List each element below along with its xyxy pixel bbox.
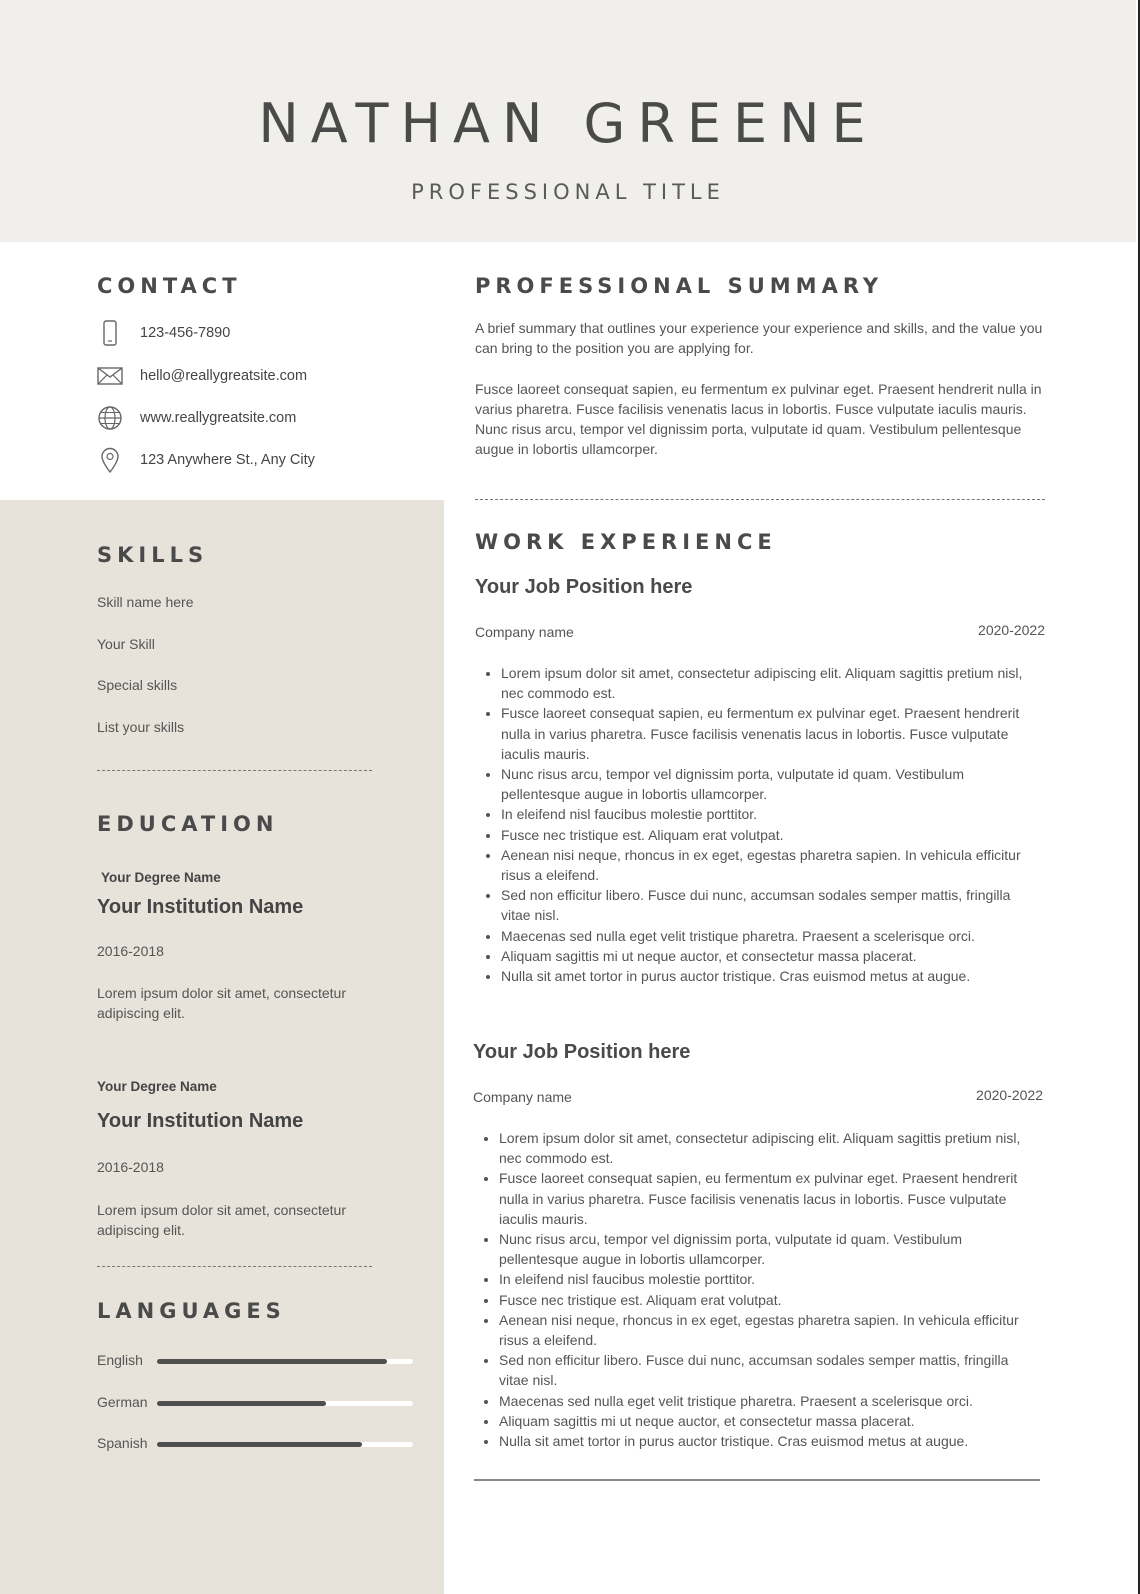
institution-name: Your Institution Name — [97, 896, 304, 918]
skill-item: Special skills — [97, 677, 178, 693]
job-bullet: • Maecenas sed nulla eget velit tristique pharetra. Praesent a scelerisque orci. — [499, 1391, 1039, 1411]
contact-heading: CONTACT — [97, 274, 242, 298]
languages-heading: LANGUAGES — [97, 1299, 286, 1323]
skill-item: Skill name here — [97, 594, 194, 610]
language-level-bar — [157, 1401, 413, 1406]
job-bullet: • Aenean nisi neque, rhoncus in ex eget, egestas pharetra sapien. In vehicula efficitur risus a eleifend. — [501, 845, 1041, 885]
job-bullet: • Fusce laoreet consequat sapien, eu fermentum ex pulvinar eget. Praesent hendrerit nulla in varius pharetra. Fusce facilisis venenatis lacus in lobortis. Fusce vulputate iaculis mauris. — [499, 1168, 1039, 1229]
job-bullet: • Aliquam sagittis mi ut neque auctor, et consectetur massa placerat. — [501, 946, 1041, 966]
skill-item: Your Skill — [97, 636, 155, 652]
job-bullet: • Aliquam sagittis mi ut neque auctor, et consectetur massa placerat. — [499, 1411, 1039, 1431]
education-years: 2016-2018 — [97, 1159, 164, 1175]
candidate-name: NATHAN GREENE — [258, 92, 878, 155]
professional-title: PROFESSIONAL TITLE — [411, 180, 725, 204]
contact-address — [97, 447, 315, 473]
education-divider — [97, 1266, 372, 1267]
degree-name: Your Degree Name — [97, 1079, 217, 1094]
company-name: Company name — [475, 624, 574, 640]
degree-name: Your Degree Name — [101, 870, 221, 885]
job-bullets — [473, 1128, 1039, 1451]
language-name: German — [97, 1394, 148, 1410]
contact-email — [97, 363, 307, 389]
summary-divider — [475, 499, 1045, 500]
contact-website — [97, 405, 296, 431]
location-pin-icon — [97, 447, 123, 473]
globe-icon — [97, 405, 123, 431]
job-dates: 2020-2022 — [976, 1087, 1043, 1103]
sidebar-panel — [0, 500, 444, 1594]
job-bullet: • Lorem ipsum dolor sit amet, consectetur adipiscing elit. Aliquam sagittis pretium nisl, nec commodo est. — [501, 663, 1041, 703]
language-level-fill — [157, 1359, 387, 1364]
language-name: Spanish — [97, 1435, 148, 1451]
job-bullet: • Maecenas sed nulla eget velit tristique pharetra. Praesent a scelerisque orci. — [501, 926, 1041, 946]
job-bullet: • Nulla sit amet tortor in purus auctor tristique. Cras euismod metus at augue. — [501, 966, 1041, 986]
address-text: 123 Anywhere St., Any City — [140, 452, 315, 468]
institution-name: Your Institution Name — [97, 1110, 304, 1132]
education-description: Lorem ipsum dolor sit amet, consectetur adipiscing elit. — [97, 985, 346, 1021]
job-bullet: • In eleifend nisl faucibus molestie porttitor. — [499, 1269, 1039, 1289]
bottom-divider — [474, 1479, 1040, 1481]
education-years: 2016-2018 — [97, 943, 164, 959]
company-name: Company name — [473, 1089, 572, 1105]
job-position: Your Job Position here — [473, 1041, 691, 1063]
phone-icon — [97, 320, 123, 346]
language-level-bar — [157, 1442, 413, 1447]
job-bullet: • Nunc risus arcu, tempor vel dignissim porta, vulputate id quam. Vestibulum pellentesque augue in lobortis ullamcorper. — [501, 764, 1041, 804]
summary-paragraph: A brief summary that outlines your experience your experience and skills, and the value you can bring to the position you are applying for. — [475, 320, 1043, 356]
skills-divider — [97, 770, 372, 771]
job-bullet: • Fusce nec tristique est. Aliquam erat volutpat. — [499, 1290, 1039, 1310]
education-description: Lorem ipsum dolor sit amet, consectetur adipiscing elit. — [97, 1202, 346, 1238]
skill-item: List your skills — [97, 719, 185, 735]
job-bullet: • Nunc risus arcu, tempor vel dignissim porta, vulputate id quam. Vestibulum pellentesque augue in lobortis ullamcorper. — [499, 1229, 1039, 1269]
contact-phone — [97, 320, 230, 346]
language-level-fill — [157, 1442, 362, 1447]
work-heading: WORK EXPERIENCE — [475, 530, 777, 554]
language-name: English — [97, 1352, 143, 1368]
job-bullet: • Aenean nisi neque, rhoncus in ex eget, egestas pharetra sapien. In vehicula efficitur risus a eleifend. — [499, 1310, 1039, 1350]
phone-text: 123-456-7890 — [140, 325, 231, 341]
job-dates: 2020-2022 — [978, 622, 1045, 638]
job-bullet: • Sed non efficitur libero. Fusce dui nunc, accumsan sodales semper mattis, fringilla vitae nisl. — [501, 885, 1041, 925]
job-bullets — [475, 663, 1041, 986]
job-bullet: • In eleifend nisl faucibus molestie porttitor. — [501, 804, 1041, 824]
email-text[interactable]: hello@reallygreatsite.com — [140, 368, 308, 384]
header-band — [0, 0, 1136, 242]
job-bullet: • Nulla sit amet tortor in purus auctor tristique. Cras euismod metus at augue. — [499, 1431, 1039, 1451]
job-bullet: • Sed non efficitur libero. Fusce dui nunc, accumsan sodales semper mattis, fringilla vitae nisl. — [499, 1350, 1039, 1390]
summary-paragraph: Fusce laoreet consequat sapien, eu fermentum ex pulvinar eget. Praesent hendrerit nulla in varius pharetra. Fusce facilisis venenatis lacus in lobortis. Fusce vulputate iaculis mauris. Nunc risus arcu, tempor vel dignissim porta, vulputate id quam. Vestibulum pellentesque augue in lobortis ullamcorper. — [475, 381, 1042, 457]
skills-heading: SKILLS — [97, 543, 209, 567]
education-heading: EDUCATION — [97, 812, 279, 836]
job-position: Your Job Position here — [475, 576, 693, 598]
language-level-fill — [157, 1401, 326, 1406]
job-bullet: • Fusce laoreet consequat sapien, eu fermentum ex pulvinar eget. Praesent hendrerit nulla in varius pharetra. Fusce facilisis venenatis lacus in lobortis. Fusce vulputate iaculis mauris. — [501, 703, 1041, 764]
mail-icon — [97, 363, 123, 389]
job-bullet: • Fusce nec tristique est. Aliquam erat volutpat. — [501, 825, 1041, 845]
job-bullet: • Lorem ipsum dolor sit amet, consectetur adipiscing elit. Aliquam sagittis pretium nisl, nec commodo est. — [499, 1128, 1039, 1168]
language-level-bar — [157, 1359, 413, 1364]
summary-heading: PROFESSIONAL SUMMARY — [475, 274, 884, 298]
website-text[interactable]: www.reallygreatsite.com — [140, 410, 297, 426]
